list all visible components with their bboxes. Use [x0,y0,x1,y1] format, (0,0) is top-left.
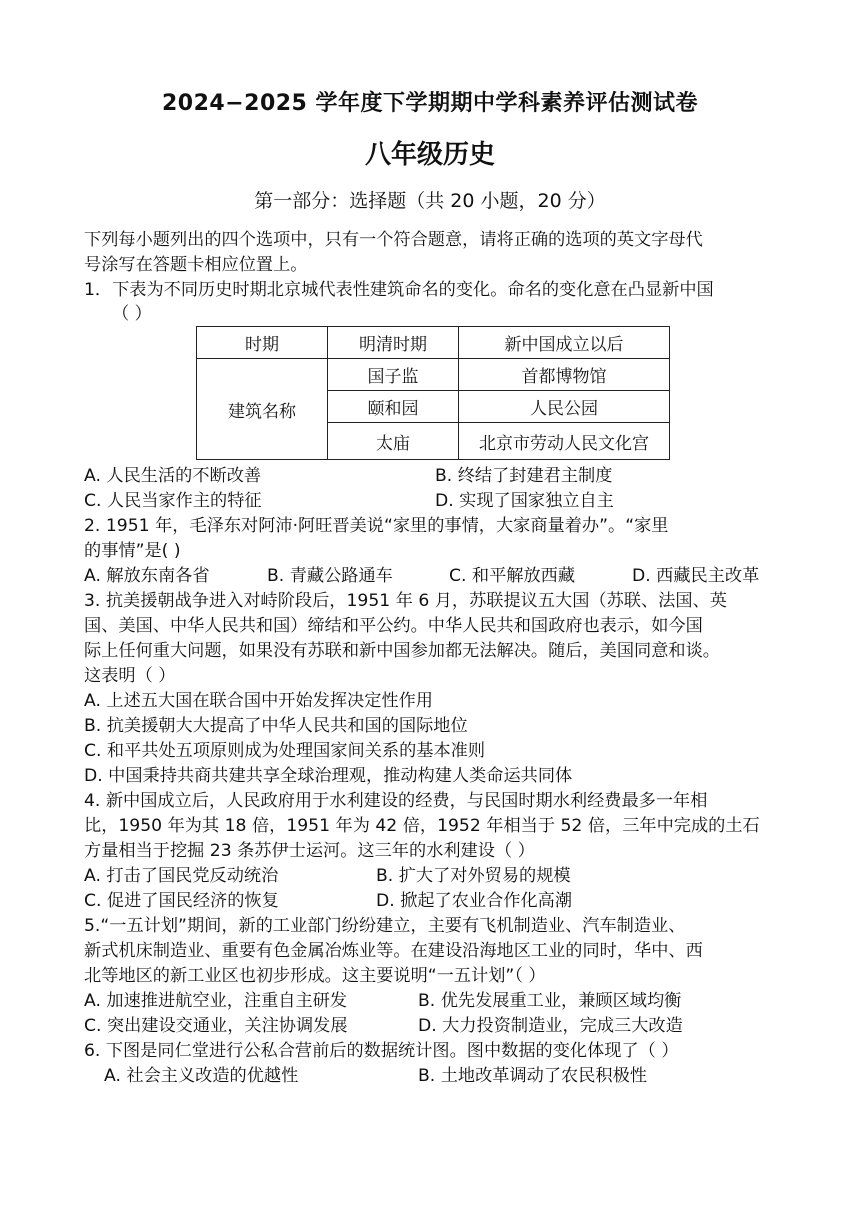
q4-stem-line-1: 4. 新中国成立后，人民政府用于水利建设的经费，与民国时期水利经费最多一年相 [84,791,708,811]
q3-stem-line-2: 国、美国、中华人民共和国）缔结和平公约。中华人民共和国政府也表示，如今国 [84,616,703,636]
q3-stem-line-4: 这表明（ ） [84,666,176,686]
q2-option-b: B. 青藏公路通车 [267,566,393,586]
q2-stem-line-1: 2. 1951 年，毛泽东对阿沛·阿旺晋美说“家里的事情，大家商量着办”。“家里 [84,516,669,536]
table-header-row [197,327,670,359]
instructions-line-2: 号涂写在答题卡相应位置上。 [84,255,308,275]
exam-title: 2024−2025 学年度下学期期中学科素养评估测试卷 [161,91,699,116]
q5-stem-line-2: 新式机床制造业、重要有色金属冶炼业等。在建设沿海地区工业的同时，华中、西 [84,941,703,961]
q6-stem: 6. 下图是同仁堂进行公私合营前后的数据统计图。图中数据的变化体现了（ ） [84,1041,679,1061]
table-cell: 国子监 [328,359,459,391]
q2-option-c: C. 和平解放西藏 [449,566,576,586]
q3-stem-line-1: 3. 抗美援朝战争进入对峙阶段后，1951 年 6 月，苏联提议五大国（苏联、法国、英 [84,591,727,611]
q1-option-c: C. 人民当家作主的特征 [84,491,262,511]
q5-stem-line-3: 北等地区的新工业区也初步形成。这主要说明“一五计划”（ ） [84,966,546,986]
q4-stem-line-2: 比，1950 年为其 18 倍，1951 年为 42 倍，1952 年相当于 52 倍，三年中完成的土石 [84,816,760,836]
q3-option-c: C. 和平共处五项原则成为处理国家间关系的基本准则 [84,741,486,761]
q2-stem-line-2: 的事情”是( ) [84,541,181,561]
table-header-cell: 时期 [197,327,328,359]
q4-option-b: B. 扩大了对外贸易的规模 [376,866,571,886]
q2-option-a: A. 解放东南各省 [84,566,210,586]
table-cell: 太庙 [328,423,459,460]
q5-stem-line-1: 5.“一五计划”期间，新的工业部门纷纷建立，主要有飞机制造业、汽车制造业、 [84,916,686,936]
q4-stem-line-3: 方量相当于挖掘 23 条苏伊士运河。这三年的水利建设（ ） [84,841,535,861]
q4-option-c: C. 促进了国民经济的恢复 [84,891,279,911]
q5-option-a: A. 加速推进航空业，注重自主研发 [84,991,348,1011]
table-cell: 颐和园 [328,391,459,423]
q4-option-d: D. 掀起了农业合作化高潮 [376,891,573,911]
exam-subject: 八年级历史 [364,140,495,170]
q3-stem-line-3: 际上任何重大问题，如果没有苏联和新中国参加都无法解决。随后，美国同意和谈。 [84,641,720,661]
q6-option-b: B. 土地改革调动了农民积极性 [418,1066,647,1086]
q1-stem-line-1: 1．下表为不同历史时期北京城代表性建筑命名的变化。命名的变化意在凸显新中国 [84,280,714,300]
q6-option-a: A. 社会主义改造的优越性 [104,1066,299,1086]
q3-option-a: A. 上述五大国在联合国中开始发挥决定性作用 [84,691,433,711]
table-header-cell: 新中国成立以后 [459,327,670,359]
q1-stem-line-2: （ ） [112,304,152,324]
q1-option-d: D. 实现了国家独立自主 [435,491,614,511]
section-heading: 第一部分：选择题（共 20 小题，20 分） [254,190,606,212]
q1-option-a: A. 人民生活的不断改善 [84,466,262,486]
q3-option-b: B. 抗美援朝大大提高了中华人民共和国的国际地位 [84,716,468,736]
table-cell: 人民公园 [459,391,670,423]
table-header-cell: 明清时期 [328,327,459,359]
table-cell: 首都博物馆 [459,359,670,391]
table-row-label: 建筑名称 [197,359,328,460]
q5-option-c: C. 突出建设交通业，关注协调发展 [84,1016,348,1036]
table-cell: 北京市劳动人民文化宫 [459,423,670,460]
instructions-line-1: 下列每小题列出的四个选项中，只有一个符合题意，请将正确的选项的英文字母代 [84,230,703,250]
q1-option-b: B. 终结了封建君主制度 [435,466,613,486]
q2-option-d: D. 西藏民主改革 [632,566,760,586]
q5-option-b: B. 优先发展重工业，兼顾区域均衡 [418,991,682,1011]
q5-option-d: D. 大力投资制造业，完成三大改造 [418,1016,683,1036]
q1-table [196,326,670,460]
q3-option-d: D. 中国秉持共商共建共享全球治理观，推动构建人类命运共同体 [84,766,573,786]
q4-option-a: A. 打击了国民党反动统治 [84,866,279,886]
table-row [197,359,670,391]
